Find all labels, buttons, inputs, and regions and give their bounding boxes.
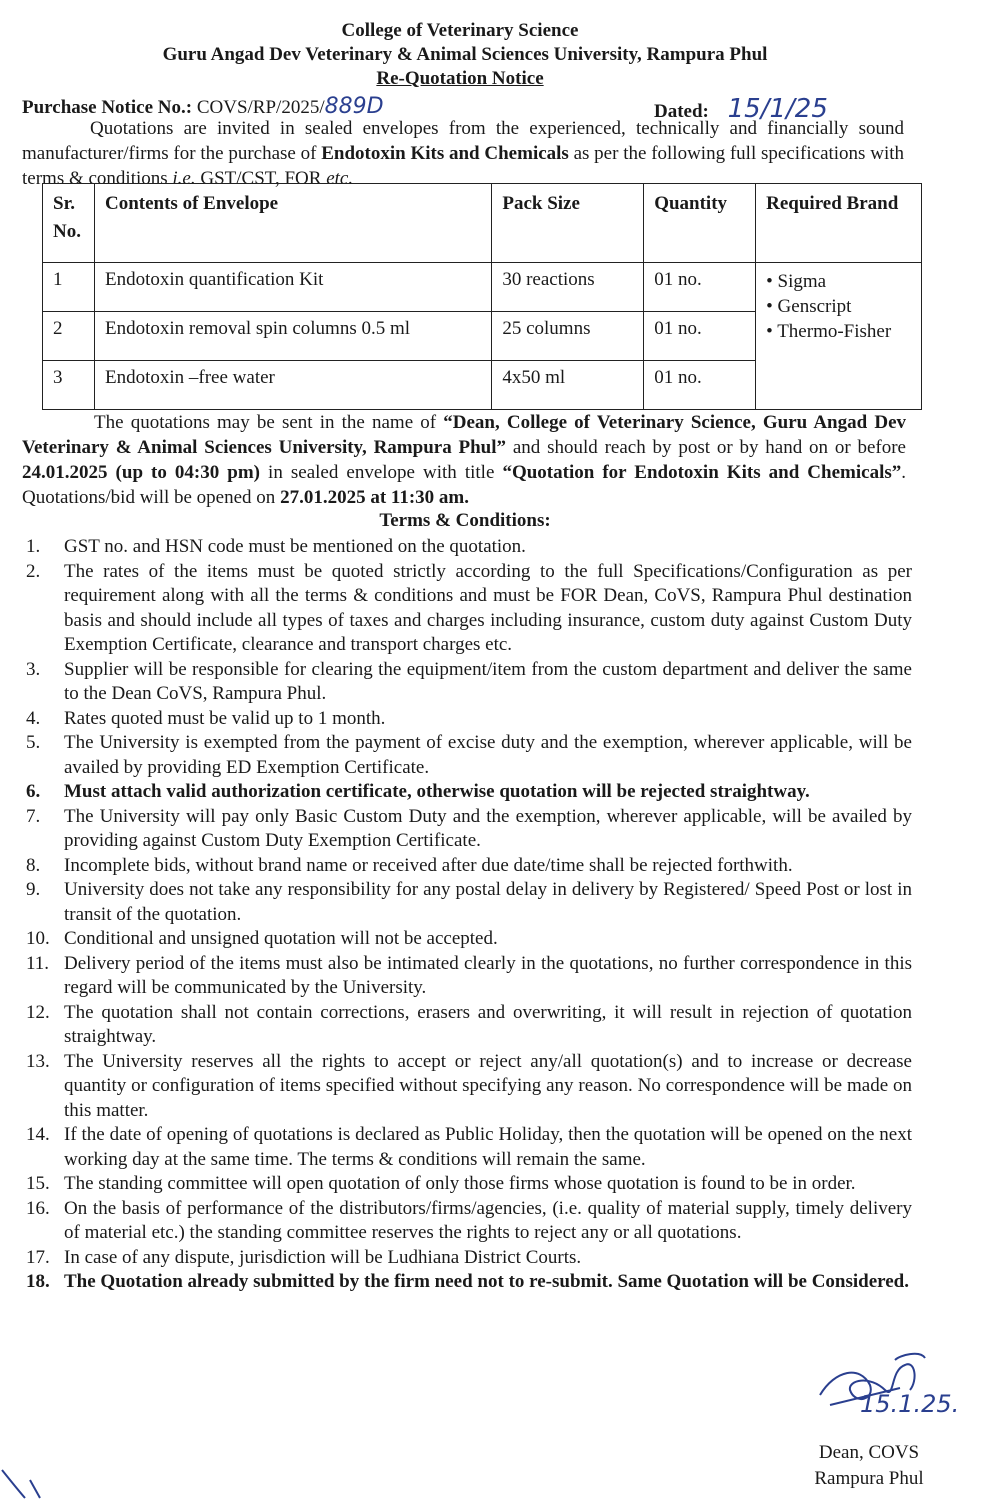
header-brand: Required Brand [756, 184, 922, 263]
cell-pack: 4x50 ml [492, 361, 644, 410]
term-number: 11. [26, 952, 50, 974]
specification-table [42, 183, 922, 410]
cell-sr: 3 [43, 361, 95, 410]
cell-qty: 01 no. [644, 361, 756, 410]
term-text: The University is exempted from the payment of excise duty and the exemption, wherever applicable, will be availed by providing ED Exemption Certificate. [64, 732, 912, 778]
signature-block [790, 1350, 970, 1490]
term-text: Conditional and unsigned quotation will not be accepted. [64, 928, 498, 949]
term-text: Rates quoted must be valid up to 1 month. [64, 707, 386, 729]
term-text: The University will pay only Basic Custom Duty and the exemption, wherever applicable, will be availed by providing against Custom Duty Exemption Certificate. [64, 805, 912, 851]
intro-item-name: Endotoxin Kits and Chemicals [321, 143, 569, 164]
dated-label: Dated: [654, 101, 709, 122]
term-text: The Quotation already submitted by the firm need not to re-submit. Same Quotation will be Considered. [64, 1271, 909, 1292]
submission-deadline: 24.01.2025 (up to 04:30 pm) [22, 462, 261, 483]
list-item: • Thermo-Fisher [766, 319, 911, 344]
term-text: The quotation shall not contain corrections, erasers and overwriting, it will result in rejection of quotation straightway. [64, 1001, 912, 1047]
cell-qty: 01 no. [644, 263, 756, 312]
submission-paragraph [22, 410, 906, 510]
table-header-row [43, 184, 922, 263]
notice-number-handwritten: 889D [324, 94, 384, 119]
cell-contents: Endotoxin –free water [94, 361, 491, 410]
cell-brands [756, 263, 922, 410]
brand-list [766, 269, 911, 344]
cell-contents: Endotoxin quantification Kit [94, 263, 491, 312]
signatory-title: Dean, COVS [818, 1442, 920, 1463]
terms-title: Terms & Conditions: [379, 510, 551, 531]
intro-text-2: as per the following full specifications with terms & conditions [22, 143, 904, 189]
term-number: 6. [26, 781, 41, 802]
notice-title: Re-Quotation Notice [376, 68, 544, 89]
intro-etc: etc. [326, 168, 354, 189]
cell-sr: 2 [43, 312, 95, 361]
term-text: The University reserves all the rights to accept or reject any/all quotation(s) and to increase or decrease quantity or configuration of items specified without specifying any reason. No correspondence will be made on this matter. [64, 1050, 912, 1121]
header-quantity: Quantity [644, 184, 756, 263]
list-item [22, 1050, 912, 1124]
notice-number-label: Purchase Notice No.: [22, 97, 193, 118]
cell-pack: 25 columns [492, 312, 644, 361]
term-number: 5. [26, 732, 41, 753]
cell-sr: 1 [43, 263, 95, 312]
list-item [22, 1001, 912, 1050]
table-row [43, 263, 922, 312]
term-number: 7. [26, 805, 41, 827]
submission-text-3: in sealed envelope with title [260, 462, 503, 483]
term-number: 4. [26, 707, 41, 729]
submission-text-4: . Quotations/bid will be opened on [22, 462, 906, 508]
term-number: 14. [26, 1124, 50, 1145]
cell-contents: Endotoxin removal spin columns 0.5 ml [94, 312, 491, 361]
term-number: 18. [26, 1271, 50, 1292]
term-number: 8. [26, 854, 41, 876]
list-item [22, 560, 912, 658]
submission-text-1: The quotations may be sent in the name of [94, 412, 444, 433]
college-heading: College of Veterinary Science [341, 20, 579, 41]
submission-addressee: “Dean, College of Veterinary Science, Guru Angad Dev Veterinary & Animal Sciences University, Rampura Phul” [22, 412, 906, 458]
list-item [22, 707, 912, 732]
term-number: 3. [26, 658, 41, 680]
cell-pack: 30 reactions [492, 263, 644, 312]
header-pack-size: Pack Size [492, 184, 644, 263]
term-text: Supplier will be responsible for clearing the equipment/item from the custom department and deliver the same to the Dean CoVS, Rampura Phul. [64, 658, 912, 704]
list-item: • Genscript [766, 294, 911, 319]
term-number: 17. [26, 1246, 50, 1268]
term-number: 10. [26, 928, 50, 949]
term-text: If the date of opening of quotations is declared as Public Holiday, then the quotation will be opened on the next working day at the same time. The terms & conditions will remain the same. [64, 1124, 912, 1170]
term-text: Incomplete bids, without brand name or received after due date/time shall be rejected forthwith. [64, 854, 793, 876]
term-text: Must attach valid authorization certificate, otherwise quotation will be rejected straightway. [64, 781, 810, 802]
list-item [22, 1270, 912, 1295]
term-text: Delivery period of the items must also be intimated clearly in the quotations, no further correspondence in this regard will be communicated by the University. [64, 952, 912, 998]
term-text: GST no. and HSN code must be mentioned on the quotation. [64, 536, 526, 557]
list-item [22, 854, 912, 879]
list-item [22, 927, 912, 952]
intro-ie: i.e. [172, 168, 196, 189]
list-item [22, 1246, 912, 1271]
term-number: 2. [26, 560, 41, 582]
term-number: 9. [26, 879, 41, 900]
list-item [22, 878, 912, 927]
term-text: On the basis of performance of the distributors/firms/agencies, (i.e. quality of material supply, timely delivery of material etc.) the standing committee reserves the rights to reject any or all quotations. [64, 1197, 912, 1243]
margin-pen-mark-icon [0, 1460, 60, 1499]
signature-date: 15.1.25. [860, 1390, 960, 1418]
university-heading: Guru Angad Dev Veterinary & Animal Sciences University, Rampura Phul [162, 44, 768, 65]
list-item [22, 1197, 912, 1246]
list-item [22, 1172, 912, 1197]
header-contents: Contents of Envelope [94, 184, 491, 263]
term-number: 1. [26, 536, 41, 557]
term-number: 16. [26, 1197, 50, 1219]
terms-list [22, 535, 912, 1295]
list-item [22, 535, 912, 560]
term-text: The rates of the items must be quoted strictly according to the full Specifications/Configuration as per requirement along with all the terms & conditions and must be FOR Dean, CoVS, Rampura Phul destination basis and should include all types of taxes and charges including insurance, custom duty against Custom Duty Exemption Certificate, clearance and transport charges etc. [64, 560, 912, 655]
term-text: The standing committee will open quotation of only those firms whose quotation is found to be in order. [64, 1173, 856, 1194]
header-sr: Sr. No. [43, 184, 95, 263]
signatory-name [804, 1440, 934, 1492]
list-item [22, 952, 912, 1001]
list-item: • Sigma [766, 269, 911, 294]
intro-paragraph [22, 116, 904, 191]
list-item [22, 1123, 912, 1172]
term-text: University does not take any responsibility for any postal delay in delivery by Registered/ Speed Post or lost in transit of the quotation. [64, 879, 912, 925]
submission-text-2: and should reach by post or by hand on or before [506, 437, 906, 458]
notice-number-value: COVS/RP/2025/ [196, 97, 325, 118]
cell-qty: 01 no. [644, 312, 756, 361]
signatory-location: Rampura Phul [814, 1468, 924, 1489]
intro-text-1: Quotations are invited in sealed envelopes from the experienced, technically and financially sound manufacturer/firms for the purchase of [22, 118, 904, 164]
list-item [22, 780, 912, 805]
term-number: 15. [26, 1173, 50, 1194]
submission-opening-date: 27.01.2025 at 11:30 am. [280, 487, 469, 508]
dated-handwritten: 15/1/25 [727, 94, 828, 124]
term-number: 12. [26, 1001, 50, 1023]
term-text: In case of any dispute, jurisdiction will be Ludhiana District Courts. [64, 1246, 582, 1268]
list-item [22, 805, 912, 854]
term-number: 13. [26, 1050, 50, 1072]
submission-envelope-title: “Quotation for Endotoxin Kits and Chemicals” [502, 462, 902, 483]
list-item [22, 658, 912, 707]
intro-text-3: GST/CST, FOR [195, 168, 327, 189]
list-item [22, 731, 912, 780]
